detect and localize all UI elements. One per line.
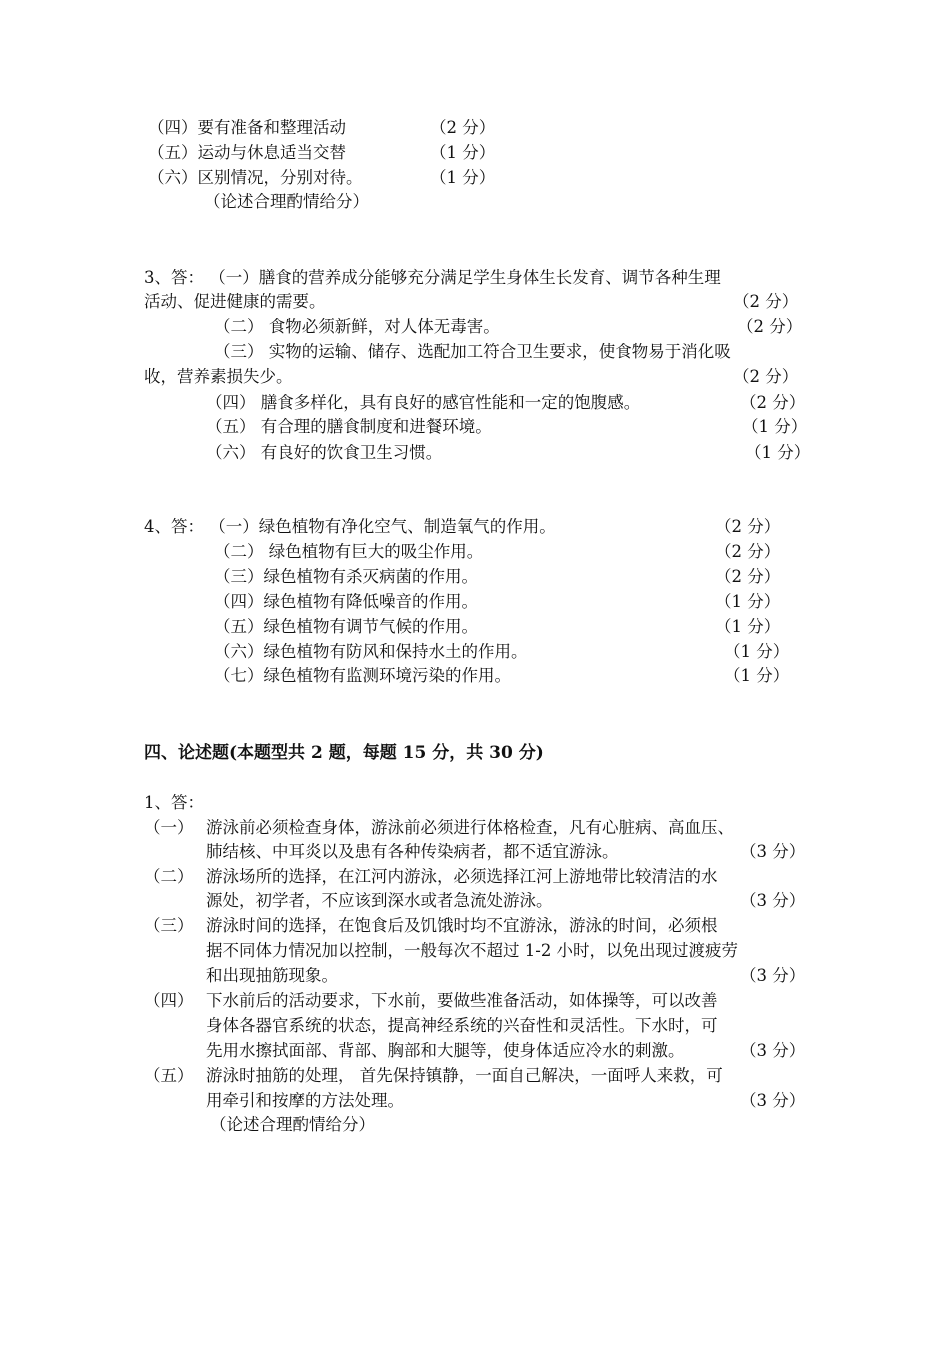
s4-item-1-num: （一） bbox=[144, 818, 194, 837]
s4-item-2-line-1: 游泳场所的选择，在江河内游泳，必须选择江河上游地带比较清洁的水 bbox=[206, 867, 718, 886]
q4-line-1: 4、答： （一）绿色植物有净化空气、制造氧气的作用。 bbox=[144, 517, 556, 536]
s4-item-5-line-1: 游泳时抽筋的处理， 首先保持镇静，一面自己解决，一面呼人来救，可 bbox=[206, 1066, 723, 1085]
s4-item-2-num: （二） bbox=[144, 867, 194, 886]
q3-line-8: （六） 有良好的饮食卫生习惯。 bbox=[206, 443, 443, 462]
q3-line-2: 活动、促进健康的需要。 bbox=[144, 292, 326, 311]
s4-item-4-num: （四） bbox=[144, 991, 194, 1010]
s4-item-2-score: （3 分） bbox=[740, 891, 806, 910]
q3-score-2: （2 分） bbox=[737, 317, 803, 336]
s4-item-4-line-3: 先用水擦拭面部、背部、胸部和大腿等，使身体适应冷水的刺激。 bbox=[206, 1041, 685, 1060]
s4-item-3-num: （三） bbox=[144, 916, 194, 935]
s4-item-2-line-2: 源处，初学者，不应该到深水或者急流处游泳。 bbox=[206, 891, 553, 910]
q3-score-4: （2 分） bbox=[740, 393, 806, 412]
s4-item-5-score: （3 分） bbox=[740, 1091, 806, 1110]
q4-line-2: （二） 绿色植物有巨大的吸尘作用。 bbox=[214, 542, 484, 561]
s4-note: （论述合理酌情给分） bbox=[210, 1115, 375, 1134]
q3-line-4: （三） 实物的运输、储存、选配加工符合卫生要求，使食物易于消化吸 bbox=[214, 342, 731, 361]
q3-line-1: 3、答： （一）膳食的营养成分能够充分满足学生身体生长发育、调节各种生理 bbox=[144, 268, 721, 287]
q2-item-5: （五）运动与休息适当交替 bbox=[148, 143, 346, 162]
q4-score-5: （1 分） bbox=[715, 617, 781, 636]
s4-item-1-line-2: 肺结核、中耳炎以及患有各种传染病者，都不适宜游泳。 bbox=[206, 842, 619, 861]
q4-line-3: （三）绿色植物有杀灭病菌的作用。 bbox=[214, 567, 478, 586]
q3-line-6: （四） 膳食多样化，具有良好的感官性能和一定的饱腹感。 bbox=[206, 393, 641, 412]
s4-item-4-line-2: 身体各器官系统的状态，提高神经系统的兴奋性和灵活性。下水时，可 bbox=[206, 1016, 718, 1035]
q3-score-3: （2 分） bbox=[733, 367, 799, 386]
q3-line-5: 收，营养素损失少。 bbox=[144, 367, 293, 386]
q3-score-1: （2 分） bbox=[733, 292, 799, 311]
q4-score-4: （1 分） bbox=[715, 592, 781, 611]
s4-item-3-line-3: 和出现抽筋现象。 bbox=[206, 966, 338, 985]
q2-item-5-score: （1 分） bbox=[430, 143, 496, 162]
q3-score-5: （1 分） bbox=[742, 417, 808, 436]
s4-item-4-score: （3 分） bbox=[740, 1041, 806, 1060]
s4-q1-label: 1、答： bbox=[144, 793, 204, 812]
s4-item-1-line-1: 游泳前必须检查身体，游泳前必须进行体格检查，凡有心脏病、高血压、 bbox=[206, 818, 734, 837]
q2-item-6-score: （1 分） bbox=[430, 168, 496, 187]
s4-item-5-line-2: 用牵引和按摩的方法处理。 bbox=[206, 1091, 404, 1110]
s4-item-3-line-1: 游泳时间的选择，在饱食后及饥饿时均不宜游泳，游泳的时间，必须根 bbox=[206, 916, 718, 935]
q4-score-2: （2 分） bbox=[715, 542, 781, 561]
q4-score-1: （2 分） bbox=[715, 517, 781, 536]
s4-item-3-score: （3 分） bbox=[740, 966, 806, 985]
q4-score-7: （1 分） bbox=[724, 666, 790, 685]
s4-item-5-num: （五） bbox=[144, 1066, 194, 1085]
section-4-title: 四、论述题(本题型共 2 题，每题 15 分，共 30 分) bbox=[144, 743, 544, 763]
q2-note: （论述合理酌情给分） bbox=[204, 192, 369, 211]
q2-item-4: （四）要有准备和整理活动 bbox=[148, 118, 346, 137]
q4-line-7: （七）绿色植物有监测环境污染的作用。 bbox=[214, 666, 511, 685]
q4-line-4: （四）绿色植物有降低噪音的作用。 bbox=[214, 592, 478, 611]
q3-line-7: （五） 有合理的膳食制度和进餐环境。 bbox=[206, 417, 492, 436]
q4-score-6: （1 分） bbox=[724, 642, 790, 661]
s4-item-3-line-2: 据不同体力情况加以控制，一般每次不超过 1-2 小时，以免出现过渡疲劳 bbox=[206, 941, 739, 960]
q2-item-6: （六）区别情况，分别对待。 bbox=[148, 168, 363, 187]
q3-score-6: （1 分） bbox=[745, 443, 811, 462]
s4-item-1-score: （3 分） bbox=[740, 842, 806, 861]
q4-line-6: （六）绿色植物有防风和保持水土的作用。 bbox=[214, 642, 528, 661]
q2-item-4-score: （2 分） bbox=[430, 118, 496, 137]
q4-score-3: （2 分） bbox=[715, 567, 781, 586]
s4-item-4-line-1: 下水前后的活动要求，下水前，要做些准备活动，如体操等，可以改善 bbox=[206, 991, 718, 1010]
q4-line-5: （五）绿色植物有调节气候的作用。 bbox=[214, 617, 478, 636]
q3-line-3: （二） 食物必须新鲜，对人体无毒害。 bbox=[214, 317, 500, 336]
